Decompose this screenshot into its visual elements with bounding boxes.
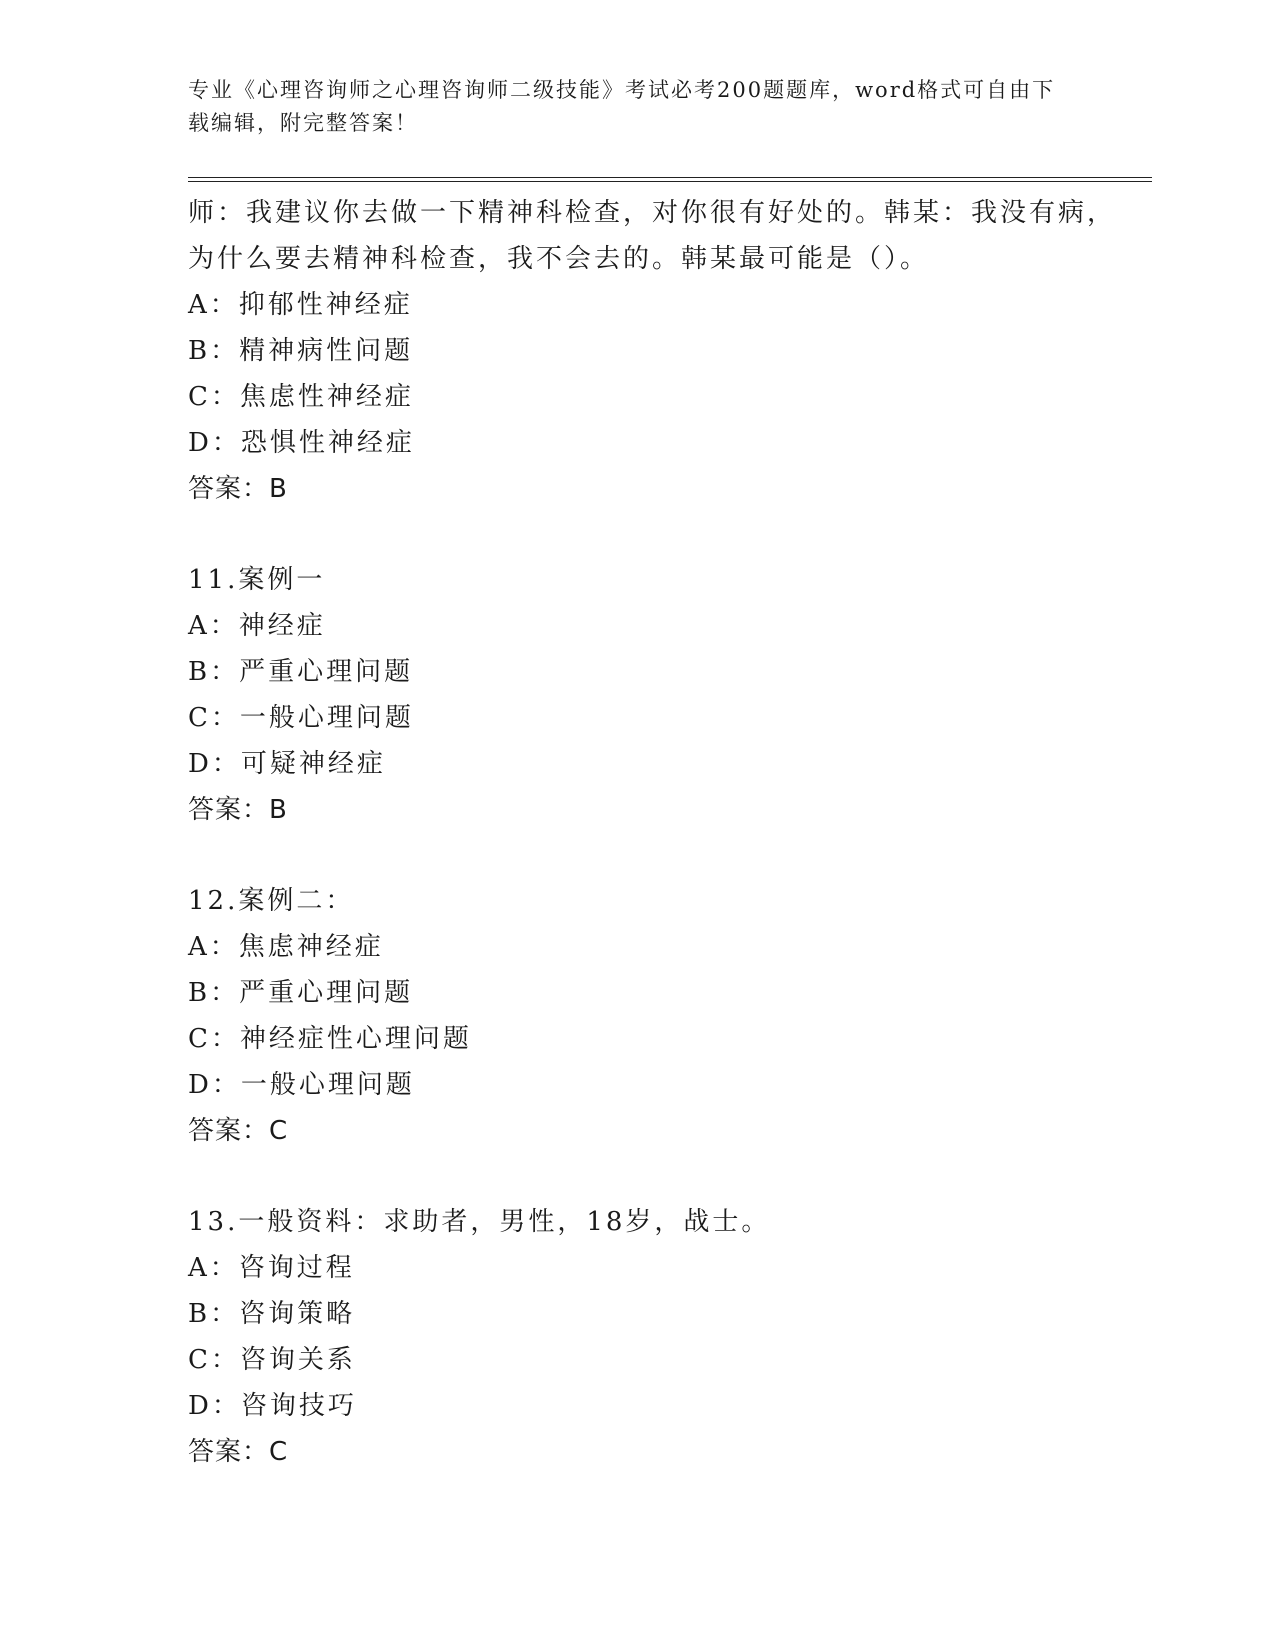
document-header: 专业《心理咨询师之心理咨询师二级技能》考试必考200题题库，word格式可自由下载编辑，附完整答案！: [188, 78, 1056, 135]
option-a: A：焦虑神经症: [188, 932, 384, 962]
option-b: B：咨询策略: [188, 1299, 356, 1329]
option-d: D：一般心理问题: [188, 1070, 415, 1100]
option-a: A：抑郁性神经症: [188, 290, 413, 320]
question-content: [188, 190, 1128, 1475]
question-stem: 11.案例一: [188, 565, 326, 595]
answer-line: 答案：C: [188, 1116, 289, 1146]
answer-line: 答案：C: [188, 1437, 289, 1467]
option-d: D：可疑神经症: [188, 749, 386, 779]
question-stem: 12.案例二：: [188, 886, 355, 916]
option-c: C：咨询关系: [188, 1345, 356, 1375]
option-c: C：焦虑性神经症: [188, 382, 414, 412]
option-b: B：精神病性问题: [188, 336, 414, 366]
option-d: D：恐惧性神经症: [188, 428, 415, 458]
option-c: C：一般心理问题: [188, 703, 414, 733]
option-a: A：神经症: [188, 611, 326, 641]
option-a: A：咨询过程: [188, 1253, 355, 1283]
option-d: D：咨询技巧: [188, 1391, 357, 1421]
answer-line: 答案：B: [188, 795, 288, 825]
option-b: B：严重心理问题: [188, 978, 414, 1008]
option-c: C：神经症性心理问题: [188, 1024, 472, 1054]
header-divider-top: [188, 177, 1152, 178]
option-b: B：严重心理问题: [188, 657, 414, 687]
question-stem: 13.一般资料：求助者，男性，18岁，战士。: [188, 1207, 771, 1237]
question-stem-continued: 师：我建议你去做一下精神科检查，对你很有好处的。韩某：我没有病，为什么要去精神科检查，我不会去的。韩某最可能是（）。: [188, 198, 1117, 274]
header-divider-bottom: [188, 181, 1152, 182]
answer-line: 答案：B: [188, 474, 288, 504]
